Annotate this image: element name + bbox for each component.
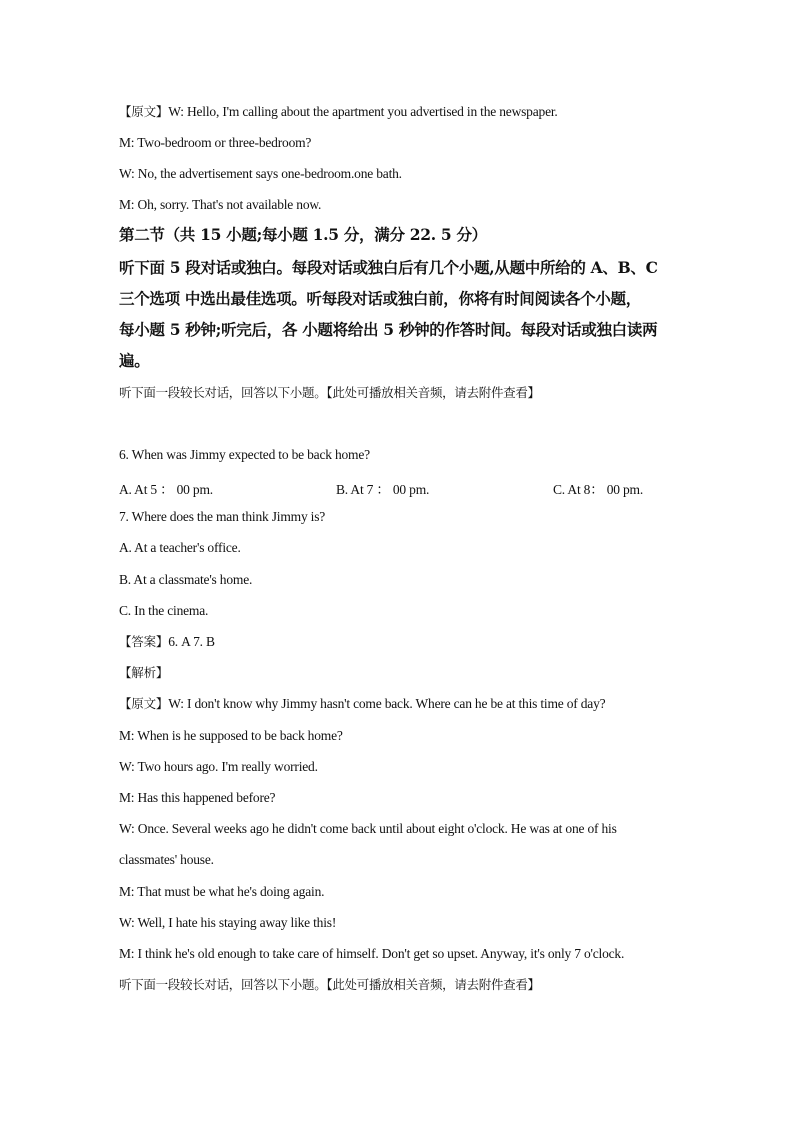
instructions-line-2: 三个选项 中选出最佳选项。听每段对话或独白前，你将有时间阅读各个小题， [119,289,641,308]
q6-option-c: C. At 8： 00 pm. [553,482,644,497]
transcript-2-line-3: W: Two hours ago. I'm really worried. [119,759,318,774]
transcript-1-line-1 [119,104,558,120]
listen-prompt-2: 听下面一段较长对话，回答以下小题。【此处可播放相关音频，请去附件查看】 [119,977,540,992]
transcript-1-line-3: W: No, the advertisement says one-bedroom.one bath. [119,166,402,181]
answer-line [119,634,215,650]
transcript-text: W: Hello, I'm calling about the apartment you advertised in the newspaper. [168,104,558,119]
transcript-2-tag: 【原文】 [119,696,169,711]
transcript-2-line-1 [119,696,605,712]
transcript-2-line-4: M: Has this happened before? [119,790,276,805]
instructions-line-4: 遍。 [119,351,150,370]
q6-option-b: B. At 7 ： 00 pm. [336,482,430,497]
q7-option-b: B. At a classmate's home. [119,572,253,587]
transcript-2-line-6: classmates' house. [119,852,214,867]
transcript-1-line-4: M: Oh, sorry. That's not available now. [119,197,322,212]
transcript-2-line-8: W: Well, I hate his staying away like this! [119,915,337,930]
transcript-1-line-2: M: Two-bedroom or three-bedroom? [119,135,312,150]
question-7: 7. Where does the man think Jimmy is? [119,509,326,524]
instructions-line-3: 每小题 5 秒钟;听完后，各 小题将给出 5 秒钟的作答时间。每段对话或独白读两 [119,320,658,339]
instructions-line-1: 听下面 5 段对话或独白。每段对话或独白后有几个小题,从题中所给的 A、B、C [119,258,658,277]
answer-tag: 【答案】 [119,634,169,649]
question-6: 6. When was Jimmy expected to be back home? [119,447,370,462]
transcript-2-line-9: M: I think he's old enough to take care of himself. Don't get so upset. Anyway, it's only 7 o'clock. [119,946,625,961]
answer-text: 6. A 7. B [168,634,215,649]
listen-prompt: 听下面一段较长对话，回答以下小题。【此处可播放相关音频，请去附件查看】 [119,385,540,400]
transcript-2-line-7: M: That must be what he's doing again. [119,884,325,899]
q7-option-c: C. In the cinema. [119,603,209,618]
transcript-tag: 【原文】 [119,104,169,119]
transcript-2-line-5: W: Once. Several weeks ago he didn't come back until about eight o'clock. He was at one of his [119,821,617,836]
section-title: 第二节（共 15 小题;每小题 1.5 分，满分 22. 5 分） [119,225,487,244]
transcript-2-first: W: I don't know why Jimmy hasn't come back. Where can he be at this time of day? [168,696,606,711]
analysis-tag: 【解析】 [119,665,169,680]
transcript-2-line-2: M: When is he supposed to be back home? [119,728,343,743]
q6-option-a: A. At 5 ： 00 pm. [119,482,213,497]
q7-option-a: A. At a teacher's office. [119,540,241,555]
